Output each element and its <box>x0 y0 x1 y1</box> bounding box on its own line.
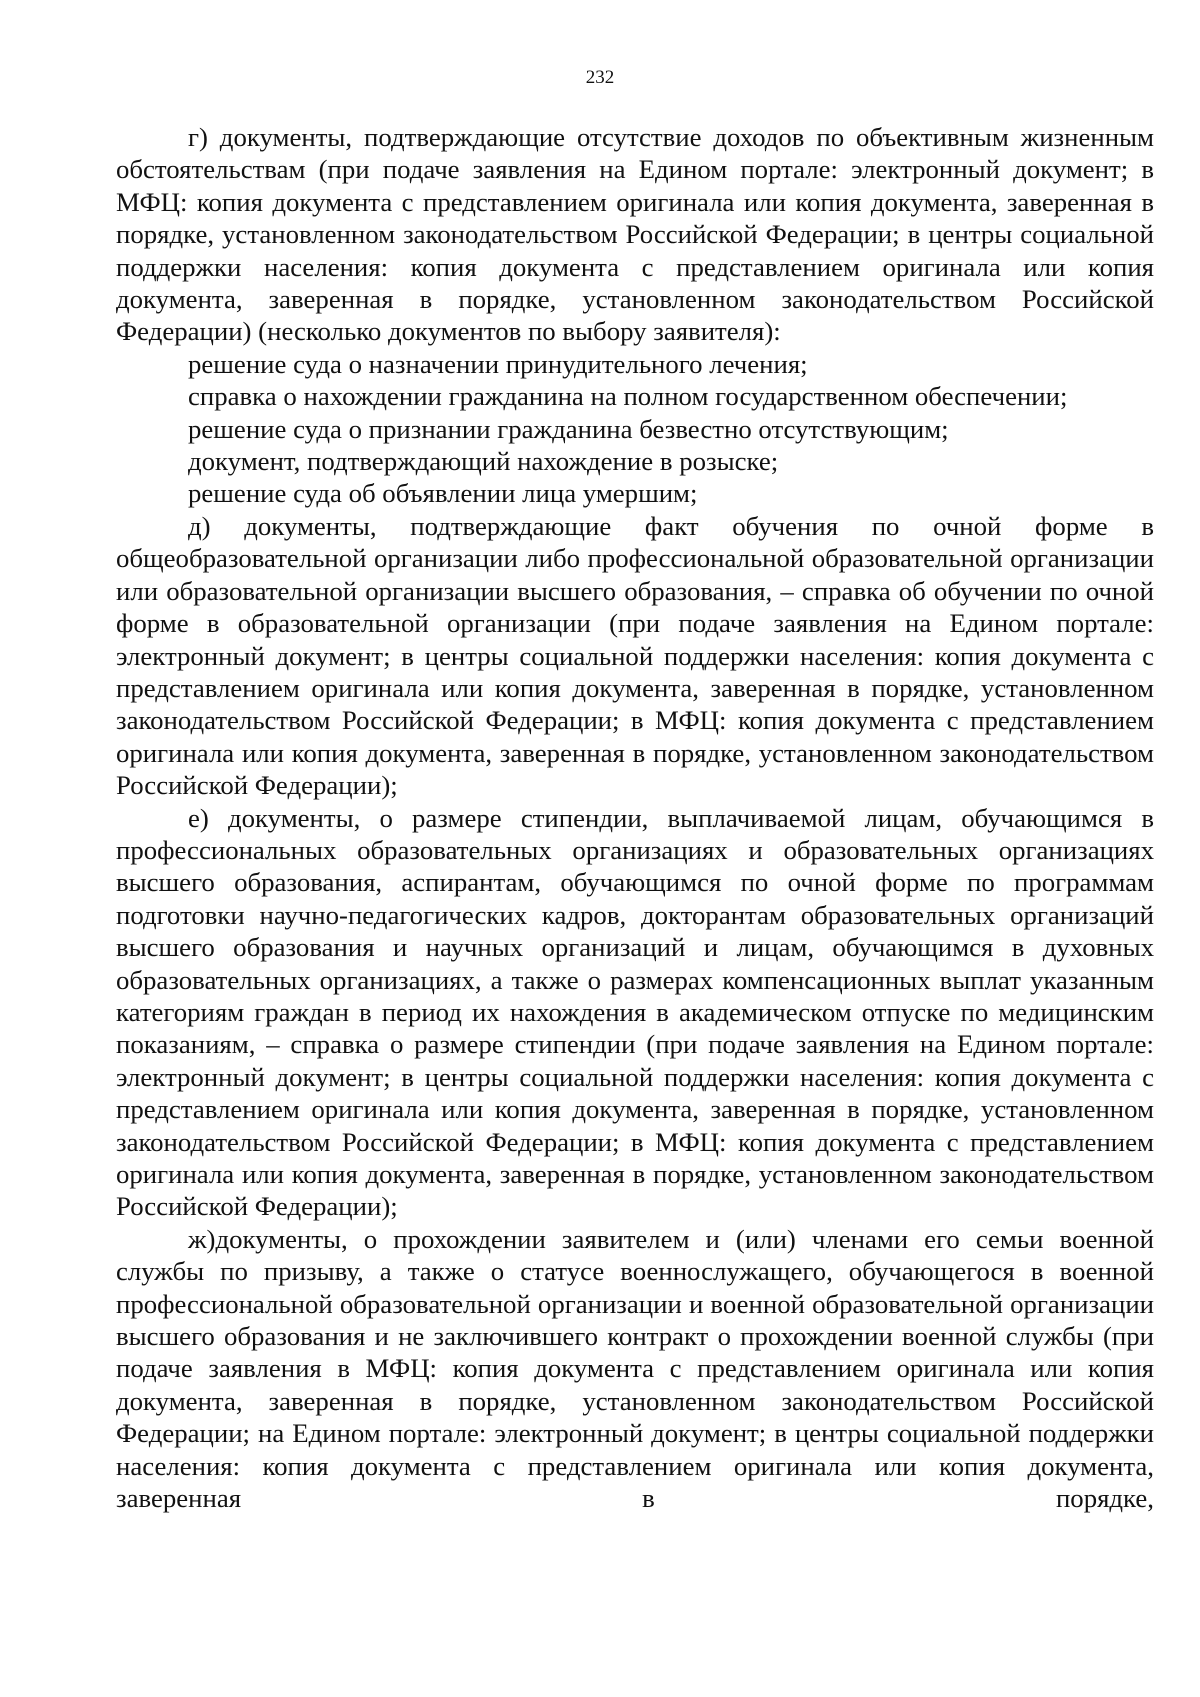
paragraph-g: г) документы, подтверждающие отсутствие доходов по объективным жизненным обстоятельствам (при подаче заявления на Едином портале: электронный документ; в МФЦ: копия документа с представлением оригинала или копия документа, заверенная в порядке, установленном законодательством Российской Федерации; в центры социальной поддержки населения: копия документа с представлением оригинала или копия документа, заверенная в порядке, установленном законодательством Российской Федерации) (несколько документов по выбору заявителя): <box>116 122 1154 347</box>
paragraph-e: е) документы, о размере стипендии, выплачиваемой лицам, обучающимся в профессиональных образовательных организациях и образовательных организациях высшего образования, аспирантам, обучающимся по очной форме по программам подготовки научно-педагогических кадров, докторантам образовательных организаций высшего образования и научных организаций и лицам, обучающимся в духовных образовательных организациях, а также о размерах компенсационных выплат указанным категориям граждан в период их нахождения в академическом отпуске по медицинским показаниям, – справка о размере стипендии (при подаче заявления на Едином портале: электронный документ; в центры социальной поддержки населения: копия документа с представлением оригинала или копия документа, заверенная в порядке, установленном законодательством Российской Федерации; в МФЦ: копия документа с представлением оригинала или копия документа, заверенная в порядке, установленном законодательством Российской Федерации); <box>116 802 1154 1222</box>
list-item-declared-dead: решение суда об объявлении лица умершим; <box>188 478 698 509</box>
page-number: 232 <box>585 67 615 88</box>
list-item-state-support: справка о нахождении гражданина на полном государственном обеспечении; <box>188 381 1068 412</box>
paragraph-zh: ж)документы, о прохождении заявителем и (или) членами его семьи военной службы по призыву, а также о статусе военнослужащего, обучающегося в военной профессиональной образовательной организации и военной образовательной организации высшего образования и не заключившего контракт о прохождении военной службы (при подаче заявления в МФЦ: копия документа с представлением оригинала или копия документа, заверенная в порядке, установленном законодательством Российской Федерации; на Едином портале: электронный документ; в центры социальной поддержки населения: копия документа с представлением оригинала или копия документа, заверенная в порядке, <box>116 1223 1154 1514</box>
list-item-wanted: документ, подтверждающий нахождение в розыске; <box>188 446 779 477</box>
document-body <box>116 121 1154 1514</box>
list-item-court-treatment: решение суда о назначении принудительного лечения; <box>188 348 808 379</box>
list-item-missing-person: решение суда о признании гражданина безвестно отсутствующим; <box>188 413 949 444</box>
paragraph-d: д) документы, подтверждающие факт обучения по очной форме в общеобразовательной организации либо профессиональной образовательной организации или образовательной организации высшего образования, – справка об обучении по очной форме в образовательной организации (при подаче заявления на Едином портале: электронный документ; в центры социальной поддержки населения: копия документа с представлением оригинала или копия документа, заверенная в порядке, установленном законодательством Российской Федерации; в МФЦ: копия документа с представлением оригинала или копия документа, заверенная в порядке, установленном законодательством Российской Федерации); <box>116 510 1154 801</box>
